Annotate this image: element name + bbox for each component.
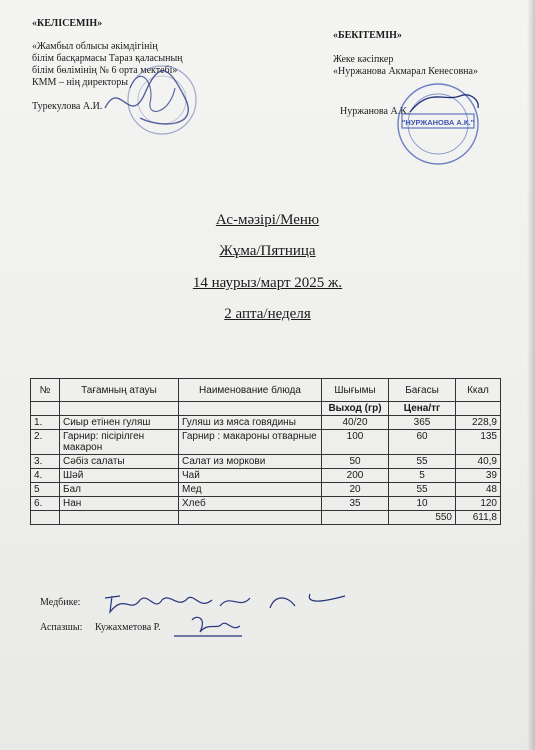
dish-name-ru: Гуляш из мяса говядины xyxy=(179,416,322,430)
dish-price: 365 xyxy=(389,416,456,430)
table-header-row xyxy=(31,379,501,402)
left-approval-title: «КЕЛІСЕМІН» xyxy=(32,18,103,29)
header-output-ru: Выход (гр) xyxy=(322,402,389,416)
left-approval-line-3: білім бөлімінің № 6 орта мектебі» xyxy=(32,65,178,76)
row-num: 6. xyxy=(31,497,60,511)
dish-kcal: 120 xyxy=(456,497,501,511)
date-title: 14 наурыз/март 2025 ж. xyxy=(192,275,343,291)
right-approval-title: «БЕКІТЕМІН» xyxy=(333,30,402,41)
row-num: 1. xyxy=(31,416,60,430)
cook-name: Кужахметова Р. xyxy=(95,622,161,633)
dish-output: 40/20 xyxy=(322,416,389,430)
dish-name-ru: Чай xyxy=(179,469,322,483)
dish-name-kz: Бал xyxy=(60,483,179,497)
header-name-ru: Наименование блюда xyxy=(179,379,322,402)
week-title: 2 апта/неделя xyxy=(224,306,311,322)
dish-output: 35 xyxy=(322,497,389,511)
dish-price: 5 xyxy=(389,469,456,483)
right-approval-block xyxy=(333,30,478,78)
table-total-row xyxy=(31,511,501,525)
left-approval-line-2: білім басқармасы Тараз қаласының xyxy=(32,53,183,64)
right-signer-name: Нуржанова А.К. xyxy=(340,106,410,117)
dish-name-ru: Хлеб xyxy=(179,497,322,511)
row-num: 3. xyxy=(31,455,60,469)
dish-name-kz: Шәй xyxy=(60,469,179,483)
row-num: 4. xyxy=(31,469,60,483)
dish-name-kz: Сиыр етінен гуляш xyxy=(60,416,179,430)
dish-kcal: 48 xyxy=(456,483,501,497)
right-approval-line-2: «Нуржанова Акмарал Кенесовна» xyxy=(333,66,478,77)
entrepreneur-seal-stamp xyxy=(390,82,486,166)
dish-price: 60 xyxy=(389,430,456,455)
medic-label: Медбике: xyxy=(40,597,81,608)
table-row xyxy=(31,455,501,469)
dish-name-ru: Салат из моркови xyxy=(179,455,322,469)
dish-name-kz: Сәбіз салаты xyxy=(60,455,179,469)
left-approval-line-1: «Жамбыл облысы әкімдігінің xyxy=(32,41,158,52)
left-approval-line-4: КММ – нің директоры xyxy=(32,77,128,88)
row-num: 2. xyxy=(31,430,60,455)
dish-output: 200 xyxy=(322,469,389,483)
total-kcal: 611,8 xyxy=(456,511,501,525)
table-row xyxy=(31,430,501,455)
left-signer-name: Турекулова А.И. xyxy=(32,101,103,112)
cook-label: Аспазшы: xyxy=(40,622,83,633)
stamp-name-text: "НУРЖАНОВА А.К." xyxy=(401,118,475,127)
header-kcal: Ккал xyxy=(456,379,501,402)
dish-kcal: 39 xyxy=(456,469,501,483)
table-row xyxy=(31,483,501,497)
dish-name-kz: Нан xyxy=(60,497,179,511)
menu-table xyxy=(30,378,501,525)
dish-kcal: 40,9 xyxy=(456,455,501,469)
dish-output: 50 xyxy=(322,455,389,469)
dish-price: 10 xyxy=(389,497,456,511)
dish-name-ru: Мед xyxy=(179,483,322,497)
menu-title: Ас-мәзірі/Меню xyxy=(215,212,320,228)
day-title: Жұма/Пятница xyxy=(219,243,316,259)
header-name-kz: Тағамның атауы xyxy=(60,379,179,402)
dish-kcal: 228,9 xyxy=(456,416,501,430)
dish-output: 20 xyxy=(322,483,389,497)
row-num: 5 xyxy=(31,483,60,497)
header-price-ru: Цена/тг xyxy=(389,402,456,416)
dish-name-ru: Гарнир : макароны отварные xyxy=(179,430,322,455)
cook-signature xyxy=(172,612,252,640)
dish-output: 100 xyxy=(322,430,389,455)
total-price: 550 xyxy=(389,511,456,525)
dish-price: 55 xyxy=(389,455,456,469)
table-row xyxy=(31,416,501,430)
dish-name-kz: Гарнир: пісірілген макарон xyxy=(60,430,179,455)
school-seal-stamp xyxy=(100,58,200,140)
table-row xyxy=(31,497,501,511)
header-output-kz: Шығымы xyxy=(322,379,389,402)
table-subheader-row xyxy=(31,402,501,416)
dish-price: 55 xyxy=(389,483,456,497)
header-price-kz: Бағасы xyxy=(389,379,456,402)
table-row xyxy=(31,469,501,483)
right-approval-line-1: Жеке кәсіпкер xyxy=(333,54,394,65)
dish-kcal: 135 xyxy=(456,430,501,455)
header-num: № xyxy=(31,379,60,402)
